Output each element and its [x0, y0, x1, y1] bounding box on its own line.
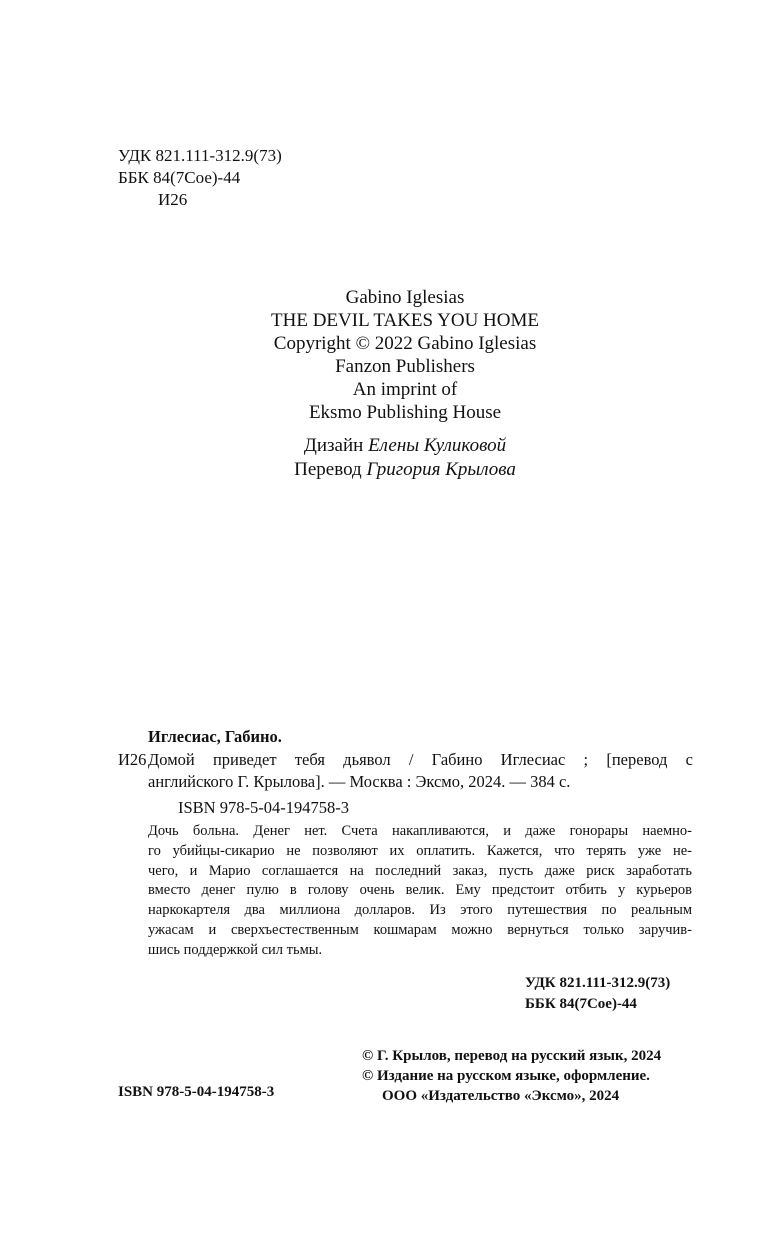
isbn-bottom: ISBN 978-5-04-194758-3 — [118, 1084, 275, 1100]
bib-title-line: Домой приведет тебя дьявол / Габино Иглесиас ; [перевод с — [148, 750, 693, 769]
design-label: Дизайн — [303, 435, 364, 456]
udk-code: УДК 821.111-312.9(73) — [118, 146, 282, 165]
annotation-line: шись поддержкой сил тьмы. — [148, 941, 323, 958]
author-mark: И26 — [158, 190, 188, 209]
bib-isbn: ISBN 978-5-04-194758-3 — [178, 798, 349, 817]
translation-label: Перевод — [294, 459, 362, 480]
translation-credit — [0, 458, 768, 482]
annotation-line: Дочь больна. Денег нет. Счета накапливаются, и даже гонорары наемно- — [148, 823, 692, 839]
parent-publisher: Eksmo Publishing House — [308, 402, 502, 423]
annotation-line: чего, и Марио соглашается на последний заказ, пусть даже риск заработать — [148, 862, 692, 879]
original-author: Gabino Iglesias — [345, 287, 465, 308]
bib-index: И26 — [118, 750, 147, 769]
original-title: THE DEVIL TAKES YOU HOME — [271, 310, 539, 331]
annotation — [148, 822, 692, 961]
bottom-bbk-code: ББК 84(7Сое)-44 — [525, 996, 637, 1012]
copyright-notices — [362, 1046, 661, 1106]
bottom-udk-code: УДК 821.111-312.9(73) — [525, 975, 671, 991]
classification-codes — [118, 145, 282, 211]
annotation-line: го убийцы-сикарио не позволяют их оплатить. Кажется, что терять уже не- — [148, 842, 692, 859]
imprint-line: An imprint of — [352, 379, 458, 400]
annotation-line: наркокартеля два миллиона долларов. Из этого путешествия по реальным — [148, 902, 692, 919]
annotation-line: ужасам и сверхъестественным кошмарам можно вернуться только заручив- — [148, 921, 692, 938]
bbk-code: ББК 84(7Сое)-44 — [118, 168, 241, 187]
edition-copyright: © Издание на русском языке, оформление. — [362, 1068, 650, 1084]
design-name: Елены Куликовой — [368, 435, 507, 456]
bottom-classification-codes — [525, 973, 670, 1015]
bib-author-heading: Иглесиас, Габино. — [148, 727, 282, 746]
design-credit — [0, 434, 768, 458]
translation-copyright: © Г. Крылов, перевод на русский язык, 2024 — [362, 1048, 662, 1064]
bib-title-statement — [148, 749, 693, 793]
translation-name: Григория Крылова — [366, 459, 516, 480]
annotation-line: вместо денег пулю в голову очень велик. Ему предстоит отбить у курьеров — [148, 882, 692, 899]
publisher-copyright: ООО «Издательство «Эксмо», 2024 — [382, 1088, 620, 1104]
original-publisher: Fanzon Publishers — [335, 356, 475, 377]
original-copyright: Copyright © 2022 Gabino Iglesias — [273, 333, 537, 354]
bib-title-line: английского Г. Крылова]. — Москва : Эксмо, 2024. — 384 с. — [148, 772, 571, 791]
original-edition-credits — [0, 286, 768, 424]
russian-edition-credits — [0, 434, 768, 482]
